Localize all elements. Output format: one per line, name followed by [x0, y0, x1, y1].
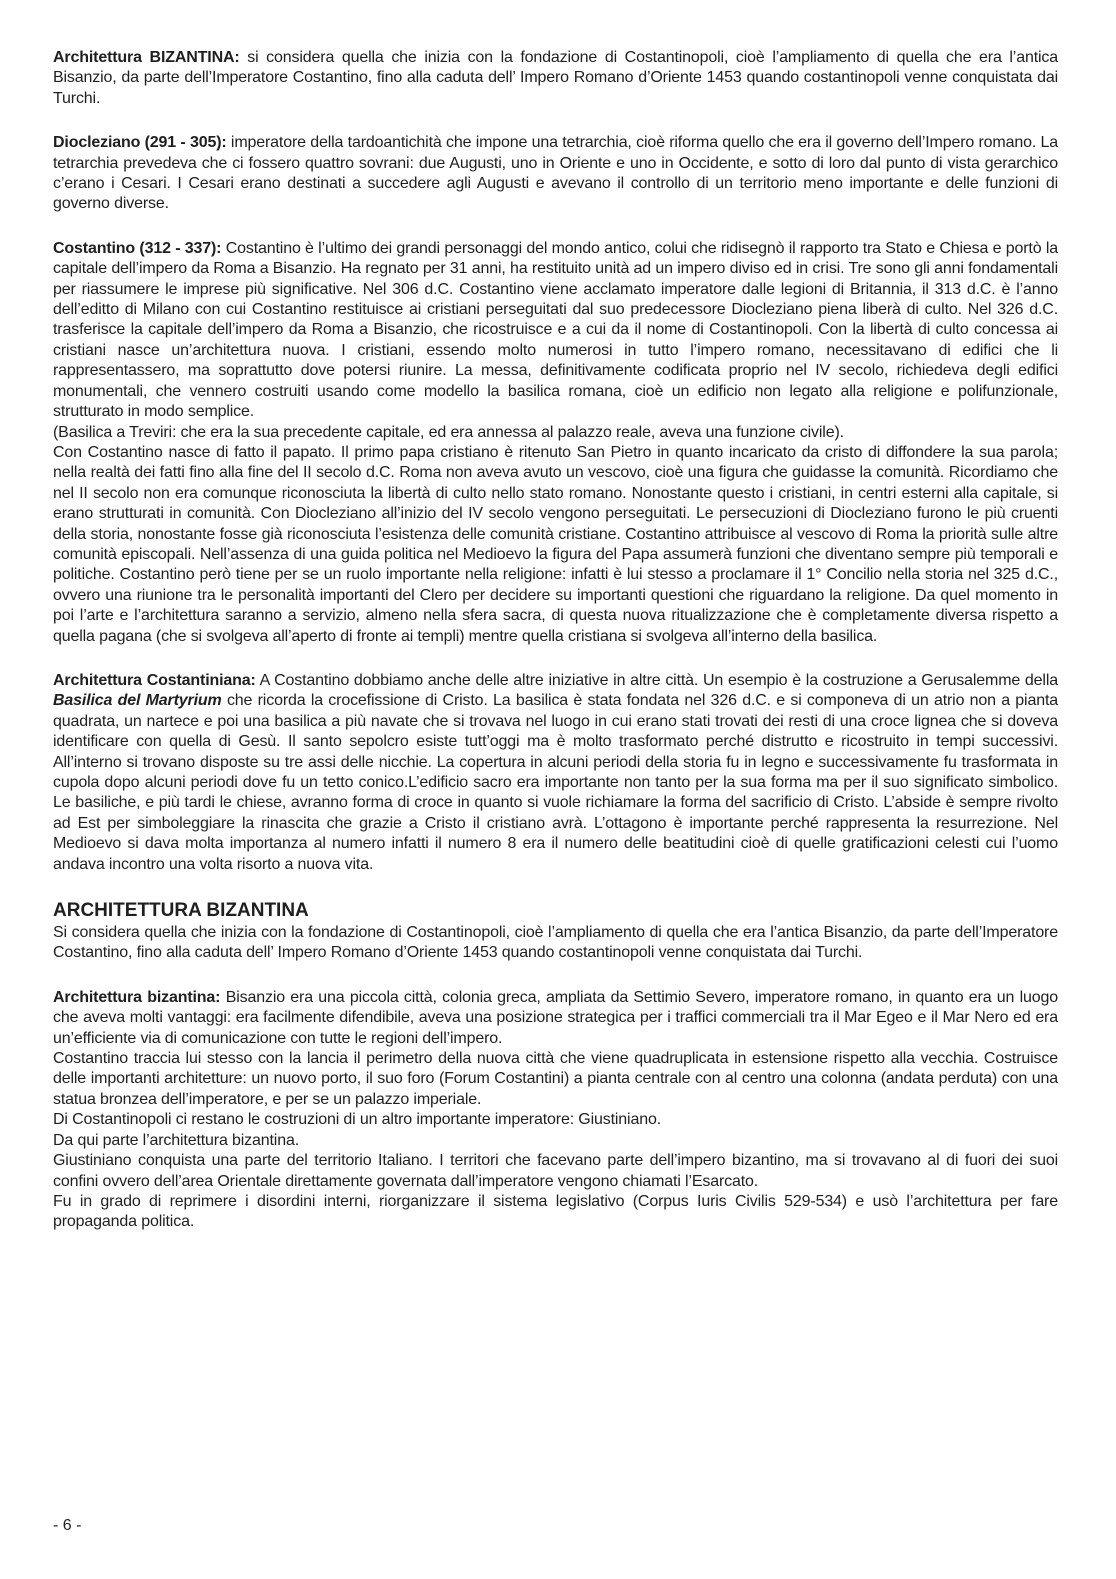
paragraph-text: Bisanzio era una piccola città, colonia greca, ampliata da Settimio Severo, imperatore romano, in quanto era un luogo che aveva molti vantaggi: era facilmente difendibile, aveva una posizione strategica per i traffici commerciali tra il Mar Egeo e il Mar Nero ed era un’efficiente via di comunicazione con tutte le regioni dell’impero.	[53, 988, 1058, 1047]
paragraph-heading-intro: Si considera quella che inizia con la fondazione di Costantinopoli, cioè l’ampliamento di quella che era l’antica Bisanzio, da parte dell’Imperatore Costantino, fino alla caduta dell’ Impero Romano d’Oriente 1453 quando costantinopoli venne conquistata dai Turchi.	[53, 924, 1058, 962]
paragraph-da-qui: Da qui parte l’architettura bizantina.	[53, 1131, 299, 1149]
paragraph-bizantina-intro	[53, 48, 1058, 109]
paragraph-costantino	[53, 239, 1058, 423]
section-heading: ARCHITETTURA BIZANTINA	[53, 900, 309, 922]
paragraph-text: imperatore della tardoantichità che impone una tetrarchia, cioè riforma quello che era il governo dell’Impero romano. La tetrarchia prevedeva che ci fossero quattro sovrani: due Augusti, uno in Oriente e uno in Occidente, e sotto di loro dal punto di vista gerarchico c’erano i Cesari. I Cesari erano destinati a succedere agli Augusti e avevano il controllo di un territorio meno importante e delle funzioni di governo diverse.	[53, 134, 1058, 213]
paragraph-esarcato: Giustiniano conquista una parte del territorio Italiano. I territori che facevano parte dell’impero bizantino, ma si trovavano al di fuori dei suoi confini ovvero dell’area Orientale direttamente governata dall’imperatore vengono chiamati l’Esarcato.	[53, 1152, 1058, 1190]
document-body	[53, 48, 1058, 1233]
paragraph-text: A Costantino dobbiamo anche delle altre iniziative in altre città. Un esempio è la costruzione a Gerusalemme della	[255, 671, 1058, 689]
paragraph-text: che ricorda la crocefissione di Cristo. La basilica è stata fondata nel 326 d.C. e si componeva di un atrio non a pianta quadrata, un nartece e poi una basilica a più navate che si trovava nel luogo in cui erano stati trovati dei resti di una croce lignea che si doveva identificare con quella di Gesù. Il santo sepolcro esiste tutt’oggi ma è molto trasformato perché distrutto e ricostruito in tempi successivi. All’interno si trovano disposte su tre assi delle nicchie. La copertura in alcuni periodi della storia fu in legno e successivamente fu trasformata in cupola dopo alcuni periodi dove fu un tetto conico.L’edificio sacro era importante non tanto per la sua forma ma per il suo significato simbolico. Le basiliche, e più tardi le chiese, avranno forma di croce in quanto si vuole richiamare la forma del sacrificio di Cristo. L’abside è sempre rivolto ad Est per simboleggiare la rinascita che grazie a Cristo il cristiano avrà. L’ottagono è importante perché rappresenta la resurrezione. Nel Medioevo si dava molta importanza al numero infatti il numero 8 era il numero delle beatitudini cioè di quelle gratificazioni celesti cui l’uomo andava incontro una volta risorto a nuova vita.	[53, 692, 1058, 873]
lead-term: Architettura BIZANTINA:	[53, 49, 240, 66]
emphasis-basilica: Basilica del Martyrium	[53, 692, 222, 710]
paragraph-perimetro: Costantino traccia lui stesso con la lancia il perimetro della nuova città che viene quadruplicata in estensione rispetto alla vecchia. Costruisce delle importanti architetture: un nuovo porto, il suo foro (Forum Costantini) a pianta centrale con al centro una colonna (andata perduta) con una statua bronzea dell’imperatore, e per se un palazzo imperiale.	[53, 1050, 1058, 1108]
paragraph-diocleziano	[53, 133, 1058, 215]
paragraph-text: Costantino è l’ultimo dei grandi personaggi del mondo antico, colui che ridisegnò il rapporto tra Stato e Chiesa e portò la capitale dell’impero da Roma a Bisanzio. Ha regnato per 31 anni, ha restituito unità ad un impero diviso ed in crisi. Tre sono gli anni fondamentali per riassumere le imprese più significative. Nel 306 d.C. Costantino viene acclamato imperatore dalle legioni di Britannia, il 313 d.C. è l’anno dell’editto di Milano con cui Costantino restituisce ai cristiani perseguitati dal suo predecessore Diocleziano piena liberà di culto. Nel 326 d.C. trasferisce la capitale dell’impero da Roma a Bisanzio, che ricostruisce e a cui da il nome di Costantinopoli. Con la libertà di culto concessa ai cristiani nasce un’architettura nuova. I cristiani, essendo molto numerosi in tutto l’impero romano, necessitavano di edifici che li rappresentassero, ma soprattutto dove potersi riunire. La messa, definitivamente codificata proprio nel IV secolo, richiedeva degli edifici monumentali, che vennero costruiti usando come modello la basilica romana, cioè un edificio non legato alla religione e polifunzionale, strutturato in modo semplice.	[53, 239, 1058, 421]
paragraph-propaganda: Fu in grado di reprimere i disordini interni, riorganizzare il sistema legislativo (Corpus Iuris Civilis 529-534) e usò l’architettura per fare propaganda politica.	[53, 1192, 1058, 1231]
paragraph-costantiniana	[53, 671, 1058, 875]
paragraph-giustiniano: Di Costantinopoli ci restano le costruzioni di un altro importante imperatore: Giustiniano.	[53, 1111, 661, 1129]
lead-term: Diocleziano (291 - 305):	[53, 134, 227, 152]
paragraph-text: si considera quella che inizia con la fondazione di Costantinopoli, cioè l’ampliamento di quella che era l’antica Bisanzio, da parte dell’Imperatore Costantino, fino alla caduta dell’ Impero Romano d’Oriente 1453 quando costantinopoli venne conquistata dai Turchi.	[53, 49, 1058, 107]
lead-term: Architettura bizantina:	[53, 988, 221, 1006]
paragraph-papato: Con Costantino nasce di fatto il papato. Il primo papa cristiano è ritenuto San Pietro in quanto incaricato da cristo di diffondere la sua parola; nella realtà dei fatti fino alla fine del II secolo d.C. Roma non aveva avuto un vescovo, cioè una figura che guidasse la comunità. Ricordiamo che nel II secolo non era comunque riconosciuta la libertà di culto nello stato romano. Nonostante questo i cristiani, in centri esterni alla capitale, si erano strutturati in comunità. Con Diocleziano all’inizio del IV secolo vengono perseguitati. Le persecuzioni di Diocleziano furono le più cruenti della storia, nonostante fosse già riconosciuta l’esistenza delle comunità cristiane. Costantino attribuisce al vescovo di Roma la priorità sulle altre comunità episcopali. Nell’assenza di una guida politica nel Medioevo la figura del Papa assumerà funzioni che diventano sempre più temporali e politiche. Costantino però tiene per se un ruolo importante nella religione: infatti è lui stesso a proclamare il 1° Concilio nella storia nel 325 d.C., ovvero una riunione tra le personalità importanti del Clero per decidere su importanti questioni che riguardano la religione. Da quel momento in poi l’arte e l’architettura saranno a servizio, almeno nella sfera sacra, di questa nuova ritualizzazione che è completamente diversa rispetto a quella pagana (che si svolgeva all’aperto di fronte ai templi) mentre quella cristiana si svolgeva all’interno della basilica.	[53, 443, 1058, 645]
page-number: - 6 -	[53, 1517, 82, 1534]
paragraph-architettura-bizantina	[53, 988, 1058, 1049]
lead-term: Architettura Costantiniana:	[53, 671, 256, 689]
lead-term: Costantino (312 - 337):	[53, 239, 222, 257]
paragraph-treviri: (Basilica a Treviri: che era la sua precedente capitale, ed era annessa al palazzo reale, aveva una funzione civile).	[53, 423, 844, 441]
